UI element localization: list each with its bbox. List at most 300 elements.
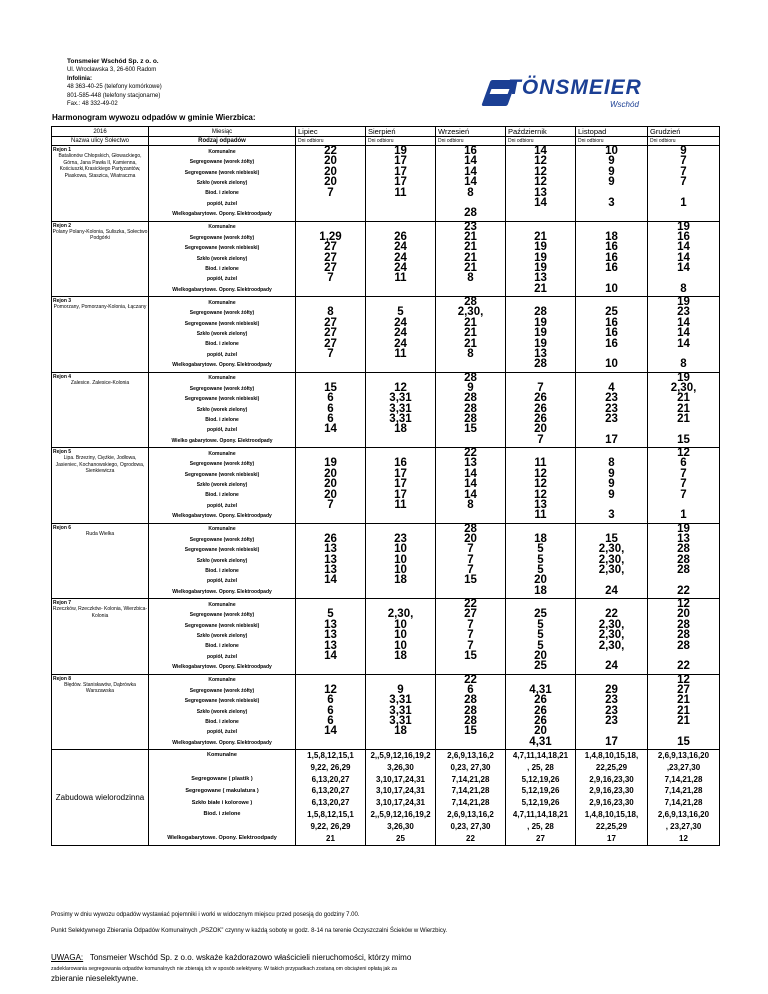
pickup-day: 11	[394, 272, 407, 285]
pickup-day: 13	[534, 272, 547, 285]
pickup-day: 12	[534, 467, 547, 480]
pickup-day	[506, 208, 575, 218]
pickup-day: 27	[324, 327, 337, 340]
pickup-day: 13	[324, 639, 337, 652]
pickup-day: 14	[677, 241, 690, 254]
pickup-day: 22	[605, 608, 618, 621]
pickup-day: 25	[396, 833, 405, 843]
waste-type-label: popiół, żużel	[207, 502, 237, 509]
days-label: Dni odbioru	[296, 137, 366, 146]
pickup-day: 28	[464, 392, 477, 405]
pickup-day	[366, 435, 435, 445]
pickup-day: 2,6,9,13,16,20	[657, 751, 710, 760]
pickup-day: 27	[324, 241, 337, 254]
pickup-day	[366, 198, 435, 208]
days-label: Dni odbioru	[436, 137, 506, 146]
pickup-day: 14	[324, 649, 337, 662]
pickup-day: 26	[534, 392, 547, 405]
street-col-header: Nazwa ulicy Sołectwo	[52, 137, 149, 146]
pickup-day: 25	[534, 608, 547, 621]
pickup-day: 15	[464, 725, 477, 738]
waste-type-label: Biod. i zielone	[205, 492, 239, 499]
waste-type-label: Segregowane (worek żółty)	[189, 310, 255, 317]
pickup-day: 20	[677, 608, 690, 621]
pickup-day: 12	[534, 155, 547, 168]
pickup-day: 20	[324, 155, 337, 168]
pickup-day: 21	[464, 337, 477, 350]
waste-type-label: Biod. i zielone	[205, 265, 239, 272]
pickup-days-cell	[576, 523, 648, 599]
pickup-day: 2,9,16,23,30	[589, 774, 634, 784]
pickup-day: 28	[677, 629, 690, 642]
pickup-day	[296, 737, 365, 747]
pickup-day: 21	[464, 316, 477, 329]
pickup-day: 26	[534, 402, 547, 415]
pickup-day: 16	[394, 457, 407, 470]
pickup-day: 14	[677, 327, 690, 340]
pickup-day: 7	[467, 639, 474, 652]
pickup-day	[296, 661, 365, 671]
pickup-day: 2,30,	[598, 629, 625, 642]
pickup-day: 21	[677, 704, 690, 717]
region-streets	[52, 372, 149, 448]
waste-types	[149, 750, 296, 846]
pickup-day: 27	[324, 251, 337, 264]
region-block	[52, 523, 720, 599]
pickup-day: 14	[534, 145, 547, 157]
pickup-day: 17	[607, 833, 616, 843]
pickup-day: 5	[537, 639, 544, 652]
pickup-day: 1,5,8,12,15,1	[307, 809, 354, 819]
pickup-day: 28	[677, 564, 690, 577]
pickup-day	[648, 208, 719, 218]
pickup-day: , 25, 28	[527, 762, 554, 772]
pickup-day: 5	[537, 629, 544, 642]
pickup-day: 25	[534, 660, 547, 673]
pickup-days-cell	[576, 448, 648, 524]
pickup-day: 22	[464, 447, 477, 459]
pickup-day: 28	[677, 543, 690, 556]
region-block	[52, 599, 720, 675]
pickup-day: 25	[605, 306, 618, 319]
pickup-day: 5	[397, 306, 404, 319]
pickup-day: 27	[464, 608, 477, 621]
pickup-days-cell	[506, 674, 576, 750]
region-street-list: Zalesice. Zalesice-Kolonia	[70, 379, 130, 386]
pickup-day: 7	[680, 155, 687, 168]
logo-brand: TÖNSMEIER	[508, 76, 642, 99]
waste-types	[149, 372, 296, 448]
pickup-day: 9	[608, 176, 615, 189]
pickup-day: 22,25,29	[595, 762, 628, 772]
pickup-day: 13	[464, 457, 477, 470]
pickup-days-cell	[648, 750, 720, 846]
pickup-days-cell	[576, 674, 648, 750]
pickup-day: 20	[324, 478, 337, 491]
waste-type-label: Szkło (worek zielony)	[196, 255, 248, 262]
pickup-day: 17	[605, 735, 618, 748]
pickup-day: 29	[605, 683, 618, 696]
waste-type-label: Komunalne	[207, 752, 237, 759]
pickup-days-cell	[436, 750, 506, 846]
waste-type-label: Wielkogabarytowe. Opony. Elektroodpady	[172, 739, 272, 746]
pickup-day: 13	[677, 532, 690, 545]
pickup-day: 28	[677, 618, 690, 631]
waste-type-label: Wielkogabarytowe. Opony. Elektroodpady	[167, 834, 277, 841]
pickup-day: 12	[534, 478, 547, 491]
pickup-day: 21	[677, 694, 690, 707]
pickup-days-cell	[506, 372, 576, 448]
pickup-day: 2,30,	[387, 608, 414, 621]
pickup-day: 28	[464, 715, 477, 728]
note-2: Punkt Selektywnego Zbierania Odpadów Komunalnych „PSZOK” czynny w każdą sobotę w godz. 8-14 na terenie Oczyszczalni Ścieków w Wierzbicy.	[51, 928, 448, 934]
pickup-day: 21	[464, 327, 477, 340]
pickup-day: 21	[534, 282, 547, 295]
waste-type-label: Wielkogabarytowe. Opony. Elektroodpady	[172, 286, 272, 293]
pickup-day: 21	[464, 230, 477, 243]
pickup-day: 28	[534, 306, 547, 319]
pickup-day: 7,14,21,28	[664, 774, 703, 784]
pickup-day	[436, 435, 505, 445]
pickup-days-cell	[296, 674, 366, 750]
month-header: Sierpień	[366, 127, 436, 137]
pickup-day	[436, 661, 505, 671]
pickup-day: 13	[534, 498, 547, 511]
pickup-day: 3,31	[389, 694, 412, 707]
waste-types	[149, 523, 296, 599]
pickup-day: 24	[605, 584, 618, 597]
waste-types	[149, 674, 296, 750]
pickup-day: 15	[677, 735, 690, 748]
pickup-day: 5	[537, 553, 544, 566]
pickup-day: 7	[467, 629, 474, 642]
company-info	[67, 58, 162, 108]
pickup-day	[436, 359, 505, 369]
pickup-days-cell	[506, 146, 576, 222]
pickup-day: 6	[327, 392, 334, 405]
month-header: Wrzesień	[436, 127, 506, 137]
pickup-day: 12	[677, 674, 690, 686]
pickup-day	[366, 510, 435, 520]
pickup-day: 11	[394, 186, 407, 199]
pickup-day	[296, 198, 365, 208]
waste-type-label: Szkło białe i kolorowe )	[191, 799, 253, 806]
pickup-day: 9	[680, 145, 687, 157]
pickup-day: 6,13,20,27	[311, 774, 350, 784]
waste-type-label: popiół, żużel	[207, 427, 237, 434]
pickup-day: 1,4,8,10,15,18,	[584, 751, 639, 760]
waste-type-label: Segregowane (worek żółty)	[189, 159, 255, 166]
pickup-day: 21	[677, 715, 690, 728]
waste-type-label: Szkło (worek zielony)	[196, 557, 248, 564]
pickup-day: 23	[677, 306, 690, 319]
pickup-day: 4,31	[529, 735, 552, 748]
pickup-day: 24	[394, 327, 407, 340]
pickup-day: 10	[394, 553, 407, 566]
waste-types	[149, 448, 296, 524]
waste-type-label: Segregowane (worek żółty)	[189, 687, 255, 694]
pickup-day: 3,31	[389, 704, 412, 717]
pickup-day: 3,10,17,24,31	[376, 786, 425, 796]
pickup-day: 7	[327, 186, 334, 199]
pickup-day: 19	[324, 457, 337, 470]
region-streets	[52, 297, 149, 373]
pickup-day: 4,31	[529, 683, 552, 696]
pickup-day: 7	[537, 433, 544, 446]
waste-type-label: Segregowane (worek niebieski)	[184, 547, 260, 554]
pickup-day: 7,14,21,28	[451, 798, 490, 808]
pickup-days-cell	[366, 297, 436, 373]
pickup-day: 10	[605, 282, 618, 295]
pickup-day: 23	[605, 413, 618, 426]
pickup-day: 18	[394, 725, 407, 738]
pickup-day	[296, 208, 365, 218]
pickup-day: 5	[537, 543, 544, 556]
pickup-day: 12	[324, 683, 337, 696]
waste-type-label: Komunalne	[208, 375, 236, 382]
pickup-day: 20	[534, 574, 547, 587]
pickup-day: 7	[327, 347, 334, 360]
region-name: Rejon 3	[53, 298, 72, 304]
pickup-day: 28	[464, 296, 477, 308]
waste-type-label: Wielkogabarytowe. Opony. Elektroodpady	[172, 664, 272, 671]
region-street-list: Polany Polany-Kolonia, Suliszka, Sołectwo Podgórki	[52, 228, 148, 242]
pickup-day: 9	[608, 467, 615, 480]
pickup-day: 3,26,30	[387, 821, 414, 831]
pickup-day: 14	[464, 176, 477, 189]
pickup-day: 7,14,21,28	[664, 798, 703, 808]
pickup-day: 3,10,17,24,31	[376, 774, 425, 784]
pickup-day	[436, 737, 505, 747]
region-name: Rejon 2	[53, 222, 72, 229]
pickup-days-cell	[296, 297, 366, 373]
pickup-day: 10	[394, 618, 407, 631]
waste-types	[149, 599, 296, 675]
schedule-table	[51, 126, 720, 846]
pickup-day: 24	[394, 251, 407, 264]
pickup-day: 3,31	[389, 402, 412, 415]
waste-type-label: Segregowane ( makulatura )	[185, 787, 259, 794]
region-name: Rejon 1	[53, 147, 72, 153]
region-block	[52, 372, 720, 448]
pickup-day	[366, 284, 435, 294]
waste-type-label: Segregowane (worek niebieski)	[184, 698, 260, 705]
region-streets	[52, 674, 149, 750]
pickup-days-cell	[436, 297, 506, 373]
uwaga-label: UWAGA:	[51, 953, 84, 962]
pickup-day: 28	[534, 358, 547, 371]
days-label: Dni odbioru	[366, 137, 436, 146]
pickup-day: 19	[534, 251, 547, 264]
waste-type-label: Segregowane (worek żółty)	[189, 612, 255, 619]
pickup-day: 2,30,	[598, 618, 625, 631]
pickup-days-cell	[436, 599, 506, 675]
pickup-days-cell	[296, 146, 366, 222]
pickup-day: 3,26,30	[387, 762, 414, 772]
pickup-day: 13	[324, 553, 337, 566]
pickup-day: 13	[534, 347, 547, 360]
pickup-days-cell	[576, 297, 648, 373]
pickup-days-cell	[648, 221, 720, 297]
pickup-day: 15	[324, 381, 337, 394]
waste-type-label: Biod. i zielone	[205, 190, 239, 197]
region-block	[52, 221, 720, 297]
pickup-day: 20	[324, 165, 337, 178]
waste-type-label: Szkło (worek zielony)	[196, 633, 248, 640]
uwaga-line	[51, 953, 411, 962]
waste-type-label: popiół, żużel	[207, 351, 237, 358]
pickup-day: 13	[324, 618, 337, 631]
pickup-day: 17	[394, 155, 407, 168]
pickup-day: 22	[466, 833, 475, 843]
pickup-day: 18	[605, 230, 618, 243]
pickup-day: 22	[677, 660, 690, 673]
pickup-day: 4	[608, 381, 615, 394]
waste-type-label: Segregowane (worek niebieski)	[184, 396, 260, 403]
month-header: Październik	[506, 127, 576, 137]
pickup-day: 9	[467, 381, 474, 394]
pickup-day: 7	[680, 467, 687, 480]
pickup-day: 2,30,	[670, 381, 697, 394]
waste-type-label: Segregowane (worek niebieski)	[184, 169, 260, 176]
pickup-day: 13	[534, 186, 547, 199]
pickup-day: 13	[324, 564, 337, 577]
pickup-day: 8	[467, 347, 474, 360]
pickup-days-cell	[366, 750, 436, 846]
waste-types	[149, 146, 296, 222]
pickup-day: 21	[464, 241, 477, 254]
waste-type-label: popiół, żużel	[207, 276, 237, 283]
pickup-day: 7	[467, 553, 474, 566]
pickup-day: 0,23, 27,30	[450, 762, 491, 772]
pickup-day: 14	[677, 337, 690, 350]
uwaga-big: zbieranie nieselektywne.	[51, 974, 139, 983]
pickup-day: 7	[467, 564, 474, 577]
region-streets	[52, 221, 149, 297]
page-title: Harmonogram wywozu odpadów w gminie Wierzbica:	[52, 113, 256, 122]
region-streets	[52, 448, 149, 524]
waste-type-label: Wielkogabarytowe. Opony. Elektroodpady	[172, 588, 272, 595]
waste-type-label: Biod. i zielone	[205, 718, 239, 725]
pickup-day: 20	[534, 649, 547, 662]
month-header: Listopad	[576, 127, 648, 137]
pickup-day: 24	[394, 337, 407, 350]
pickup-day: 17	[394, 488, 407, 501]
pickup-day: 16	[605, 262, 618, 275]
pickup-day: 6,13,20,27	[311, 798, 350, 808]
pickup-day: 23	[605, 704, 618, 717]
pickup-day: 28	[464, 523, 477, 535]
pickup-day: 17	[394, 478, 407, 491]
pickup-day: 26	[324, 532, 337, 545]
pickup-day: 27	[324, 337, 337, 350]
pickup-day: 3,10,17,24,31	[376, 798, 425, 808]
pickup-day: 7,14,21,28	[451, 786, 490, 796]
pickup-days-cell	[296, 599, 366, 675]
pickup-day: 21	[464, 262, 477, 275]
pickup-day: 23	[605, 715, 618, 728]
waste-type-label: Szkło (worek zielony)	[196, 180, 248, 187]
region-street-list: Ruda Wielka	[85, 530, 115, 537]
pickup-day: 26	[534, 715, 547, 728]
pickup-days-cell	[506, 221, 576, 297]
infolinia-label: Infolinia:	[67, 75, 92, 82]
pickup-day: 8	[467, 272, 474, 285]
region-street-list: Rzeczków, Rzeczków- Kolonia, Wierzbica- Kolonia	[52, 606, 148, 619]
days-label: Dni odbioru	[648, 137, 720, 146]
pickup-day: , 23,27,30	[665, 821, 702, 831]
pickup-day: 17	[394, 176, 407, 189]
pickup-days-cell	[648, 297, 720, 373]
waste-type-label: Wielko gabarytowe. Opony. Elektroodpady	[171, 437, 273, 444]
region-street-list: Błędów. Stanisławów, Dąbrówka Warszawska	[64, 681, 136, 695]
pickup-days-cell	[506, 750, 576, 846]
pickup-days-cell	[506, 297, 576, 373]
pickup-day: 20	[464, 532, 477, 545]
pickup-day: 20	[534, 725, 547, 738]
month-header: Lipiec	[296, 127, 366, 137]
pickup-day: 14	[324, 423, 337, 436]
pickup-day: 3	[608, 196, 615, 209]
pickup-day: 14	[677, 316, 690, 329]
pickup-day: 14	[534, 196, 547, 209]
pickup-day: , 25, 28	[527, 821, 554, 831]
waste-type-label: Komunalne	[208, 148, 236, 155]
waste-type-label: popiół, żużel	[207, 200, 237, 207]
region-name: Rejon 4	[53, 373, 72, 380]
waste-type-label: Segregowane (worek żółty)	[189, 461, 255, 468]
pickup-day: 3,31	[389, 715, 412, 728]
pickup-day: 11	[534, 509, 547, 522]
days-label: Dni odbioru	[576, 137, 648, 146]
pickup-day	[576, 208, 647, 218]
pickup-days-cell	[296, 750, 366, 846]
pickup-day: 23	[605, 402, 618, 415]
pickup-day: 12	[534, 165, 547, 178]
pickup-days-cell	[436, 523, 506, 599]
pickup-day	[296, 586, 365, 596]
pickup-day: 15	[605, 532, 618, 545]
waste-type-label: Wielkogabarytowe. Opony. Elektroodpady	[172, 362, 272, 369]
pickup-day: 1,29	[319, 230, 342, 243]
pickup-day: 20	[324, 488, 337, 501]
pickup-day: 14	[464, 155, 477, 168]
pickup-day: 26	[534, 704, 547, 717]
pickup-day: 23	[464, 221, 477, 233]
pickup-day	[366, 661, 435, 671]
pickup-day: 20	[534, 423, 547, 436]
pickup-day: 14	[464, 165, 477, 178]
pickup-day: 7	[680, 165, 687, 178]
company-phone-landline: 801-585-448 (telefony stacjonarne)	[67, 92, 161, 99]
pickup-days-cell	[648, 523, 720, 599]
pickup-day: 19	[534, 241, 547, 254]
pickup-day: 2,6,9,13,16,2	[447, 751, 494, 760]
pickup-days-cell	[366, 448, 436, 524]
pickup-day: 14	[464, 478, 477, 491]
region-street-list: Batalionów Chłopskich, Głowackiego, Górna, Jana Pawła II, Kamienna, Kościuszki,Krasickiego Partyzantów, Piaskowa, Staszica, Wiatraczna	[58, 153, 142, 179]
waste-type-label: Segregowane (worek niebieski)	[184, 320, 260, 327]
region-name: Rejon 7	[53, 600, 72, 606]
pickup-days-cell	[366, 372, 436, 448]
pickup-day: 18	[534, 532, 547, 545]
region-name: Rejon 8	[53, 675, 72, 682]
pickup-day: 2,,5,9,12,16,19,2	[370, 751, 431, 760]
pickup-day: 10	[394, 629, 407, 642]
pickup-day: 18	[394, 574, 407, 587]
pickup-days-cell	[436, 674, 506, 750]
waste-types	[149, 221, 296, 297]
